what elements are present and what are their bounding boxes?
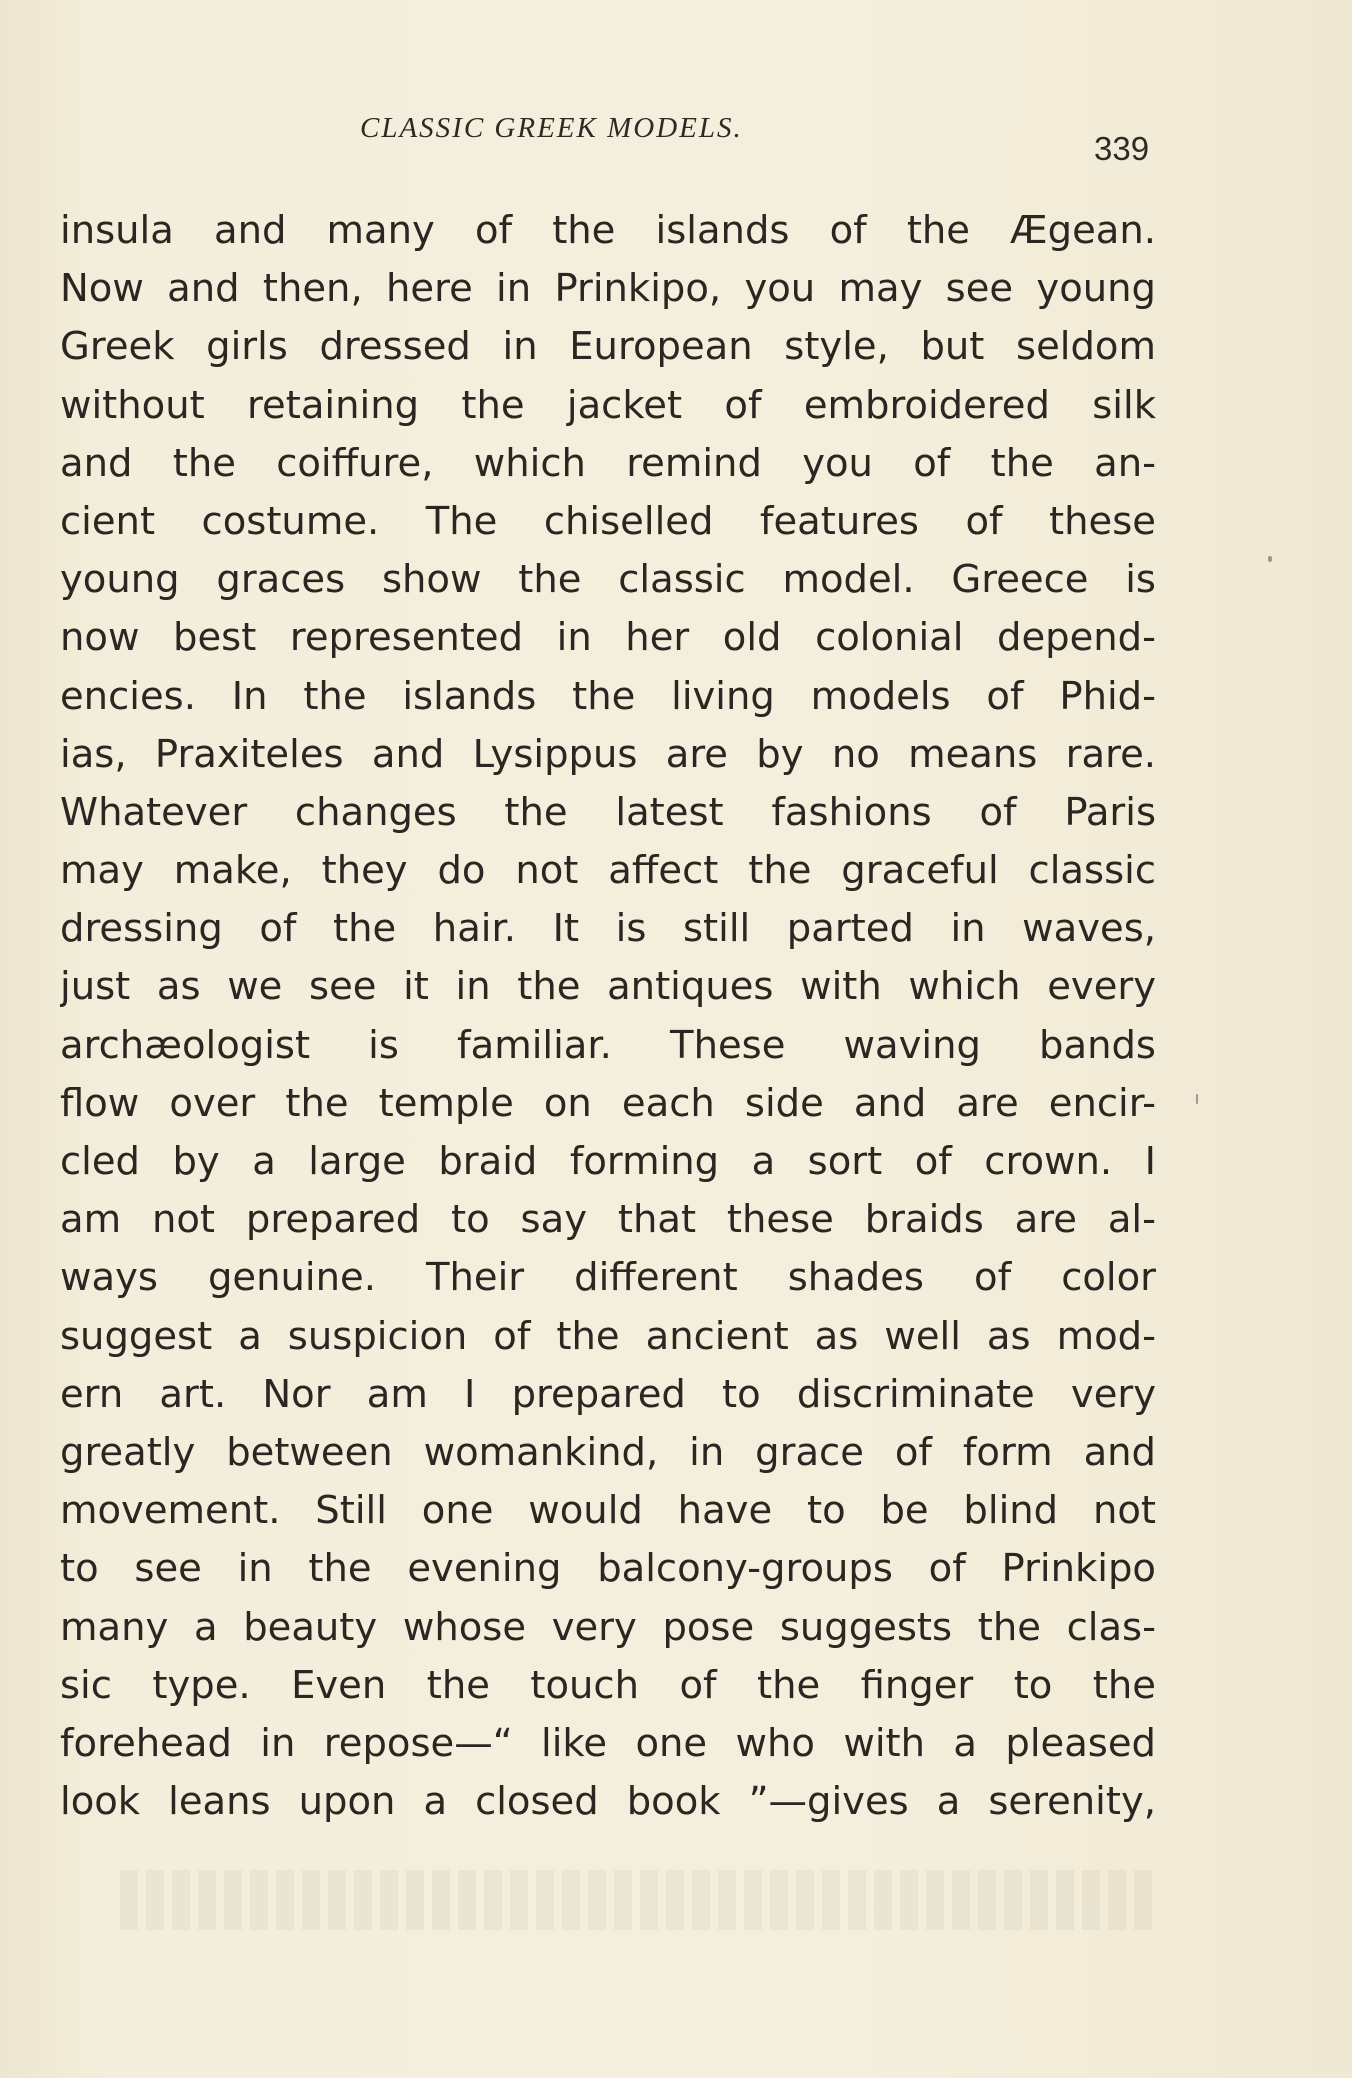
text-line: ways genuine. Their different shades of color (60, 1255, 1156, 1301)
text-line: encies. In the islands the living models of Phid- (60, 673, 1156, 719)
text-line: sic type. Even the touch of the finger to the (60, 1662, 1156, 1708)
text-line: just as we see it in the antiques with which every (60, 964, 1156, 1010)
text-line: young graces show the classic model. Greece is (60, 557, 1156, 603)
bleed-through-text (120, 1870, 1160, 1930)
text-line: suggest a suspicion of the ancient as well as mod- (60, 1313, 1156, 1359)
text-line: Whatever changes the latest fashions of Paris (60, 789, 1156, 835)
text-line: insula and many of the islands of the Ægean. (60, 208, 1156, 253)
text-line: greatly between womankind, in grace of form and (60, 1429, 1156, 1475)
text-line: Greek girls dressed in European style, but seldom (60, 324, 1156, 370)
text-line: cled by a large braid forming a sort of crown. I (60, 1139, 1156, 1184)
text-line: movement. Still one would have to be blind not (60, 1488, 1156, 1534)
text-line: dressing of the hair. It is still parted in waves, (60, 906, 1156, 952)
running-head: CLASSIC GREEK MODELS. (360, 112, 743, 144)
text-line: forehead in repose—“ like one who with a pleased (60, 1720, 1156, 1766)
paper-speck (1196, 1094, 1198, 1104)
text-line: without retaining the jacket of embroidered silk (60, 382, 1156, 428)
page-number: 339 (1094, 130, 1150, 167)
paper-speck (1268, 556, 1272, 562)
text-line: ias, Praxiteles and Lysippus are by no means rare. (60, 731, 1156, 777)
text-line: Now and then, here in Prinkipo, you may see young (60, 266, 1156, 312)
text-line: flow over the temple on each side and are encir- (60, 1080, 1156, 1126)
text-line: am not prepared to say that these braids are al- (60, 1197, 1156, 1243)
text-line: to see in the evening balcony-groups of Prinkipo (60, 1546, 1156, 1592)
text-line: may make, they do not affect the graceful classic (60, 848, 1156, 894)
text-line: many a beauty whose very pose suggests the clas- (60, 1604, 1156, 1650)
text-line: archæologist is familiar. These waving bands (60, 1022, 1156, 1068)
text-line: look leans upon a closed book ”—gives a serenity, (60, 1779, 1156, 1825)
body-text (60, 202, 1156, 1831)
text-line: now best represented in her old colonial depend- (60, 615, 1156, 661)
text-line: and the coiffure, which remind you of the an- (60, 440, 1156, 486)
text-line: cient costume. The chiselled features of these (60, 498, 1156, 544)
text-line: ern art. Nor am I prepared to discriminate very (60, 1371, 1156, 1417)
